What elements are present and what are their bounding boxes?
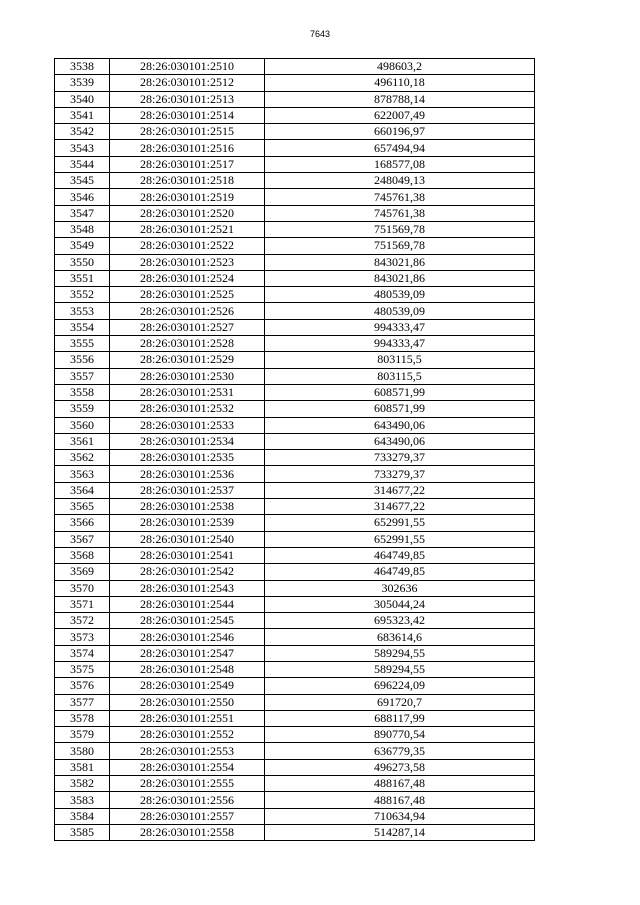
cadastral-value-cell: 696224,09 [265, 678, 535, 694]
row-number-cell: 3564 [55, 482, 110, 498]
row-number-cell: 3546 [55, 189, 110, 205]
row-number-cell: 3579 [55, 727, 110, 743]
row-number-cell: 3542 [55, 124, 110, 140]
row-number-cell: 3543 [55, 140, 110, 156]
table-row [55, 205, 535, 221]
table-row [55, 221, 535, 237]
cadastral-value-cell: 710634,94 [265, 808, 535, 824]
row-number-cell: 3570 [55, 580, 110, 596]
cadastral-value-cell: 168577,08 [265, 156, 535, 172]
cadastral-value-cell: 608571,99 [265, 384, 535, 400]
cadastral-value-cell: 302636 [265, 580, 535, 596]
table-row [55, 629, 535, 645]
cadastral-number-cell: 28:26:030101:2534 [110, 433, 265, 449]
table-row [55, 433, 535, 449]
cadastral-value-cell: 464749,85 [265, 564, 535, 580]
table-row [55, 140, 535, 156]
row-number-cell: 3577 [55, 694, 110, 710]
table-row [55, 710, 535, 726]
cadastral-value-cell: 688117,99 [265, 710, 535, 726]
cadastral-number-cell: 28:26:030101:2521 [110, 221, 265, 237]
cadastral-number-cell: 28:26:030101:2517 [110, 156, 265, 172]
cadastral-number-cell: 28:26:030101:2557 [110, 808, 265, 824]
row-number-cell: 3573 [55, 629, 110, 645]
table-row [55, 482, 535, 498]
cadastral-value-cell: 691720,7 [265, 694, 535, 710]
cadastral-value-cell: 464749,85 [265, 547, 535, 563]
cadastral-value-cell: 652991,55 [265, 531, 535, 547]
table-row [55, 596, 535, 612]
cadastral-value-cell: 733279,37 [265, 466, 535, 482]
row-number-cell: 3572 [55, 613, 110, 629]
cadastral-value-cell: 480539,09 [265, 303, 535, 319]
cadastral-number-cell: 28:26:030101:2544 [110, 596, 265, 612]
table-row [55, 303, 535, 319]
row-number-cell: 3539 [55, 75, 110, 91]
cadastral-number-cell: 28:26:030101:2555 [110, 776, 265, 792]
cadastral-number-cell: 28:26:030101:2556 [110, 792, 265, 808]
row-number-cell: 3584 [55, 808, 110, 824]
cadastral-value-cell: 514287,14 [265, 824, 535, 840]
row-number-cell: 3544 [55, 156, 110, 172]
row-number-cell: 3576 [55, 678, 110, 694]
table-row [55, 384, 535, 400]
cadastral-number-cell: 28:26:030101:2533 [110, 417, 265, 433]
row-number-cell: 3549 [55, 238, 110, 254]
cadastral-value-cell: 305044,24 [265, 596, 535, 612]
cadastral-value-cell: 636779,35 [265, 743, 535, 759]
cadastral-number-cell: 28:26:030101:2546 [110, 629, 265, 645]
cadastral-number-cell: 28:26:030101:2542 [110, 564, 265, 580]
row-number-cell: 3557 [55, 368, 110, 384]
cadastral-number-cell: 28:26:030101:2515 [110, 124, 265, 140]
row-number-cell: 3558 [55, 384, 110, 400]
cadastral-value-cell: 843021,86 [265, 254, 535, 270]
cadastral-number-cell: 28:26:030101:2540 [110, 531, 265, 547]
cadastral-value-cell: 890770,54 [265, 727, 535, 743]
table-row [55, 156, 535, 172]
table-row [55, 336, 535, 352]
table-row [55, 727, 535, 743]
row-number-cell: 3583 [55, 792, 110, 808]
table-row [55, 450, 535, 466]
row-number-cell: 3551 [55, 270, 110, 286]
table-row [55, 694, 535, 710]
cadastral-number-cell: 28:26:030101:2547 [110, 645, 265, 661]
row-number-cell: 3569 [55, 564, 110, 580]
row-number-cell: 3548 [55, 221, 110, 237]
row-number-cell: 3578 [55, 710, 110, 726]
cadastral-value-cell: 745761,38 [265, 205, 535, 221]
cadastral-number-cell: 28:26:030101:2510 [110, 59, 265, 75]
cadastral-value-cell: 803115,5 [265, 352, 535, 368]
cadastral-value-cell: 314677,22 [265, 482, 535, 498]
cadastral-value-cell: 488167,48 [265, 776, 535, 792]
cadastral-number-cell: 28:26:030101:2520 [110, 205, 265, 221]
cadastral-value-cell: 843021,86 [265, 270, 535, 286]
cadastral-number-cell: 28:26:030101:2535 [110, 450, 265, 466]
table-row [55, 59, 535, 75]
row-number-cell: 3552 [55, 287, 110, 303]
cadastral-value-cell: 745761,38 [265, 189, 535, 205]
table-row [55, 254, 535, 270]
cadastral-value-cell: 608571,99 [265, 401, 535, 417]
cadastral-number-cell: 28:26:030101:2518 [110, 173, 265, 189]
row-number-cell: 3585 [55, 824, 110, 840]
cadastral-value-cell: 657494,94 [265, 140, 535, 156]
table-row [55, 743, 535, 759]
row-number-cell: 3550 [55, 254, 110, 270]
cadastral-number-cell: 28:26:030101:2539 [110, 515, 265, 531]
cadastral-value-cell: 878788,14 [265, 91, 535, 107]
cadastral-number-cell: 28:26:030101:2530 [110, 368, 265, 384]
cadastral-value-table [54, 58, 535, 841]
table-row [55, 759, 535, 775]
cadastral-number-cell: 28:26:030101:2551 [110, 710, 265, 726]
table-row [55, 645, 535, 661]
table-row [55, 417, 535, 433]
cadastral-value-cell: 751569,78 [265, 238, 535, 254]
cadastral-value-cell: 695323,42 [265, 613, 535, 629]
cadastral-number-cell: 28:26:030101:2543 [110, 580, 265, 596]
row-number-cell: 3555 [55, 336, 110, 352]
cadastral-number-cell: 28:26:030101:2537 [110, 482, 265, 498]
cadastral-number-cell: 28:26:030101:2558 [110, 824, 265, 840]
row-number-cell: 3560 [55, 417, 110, 433]
row-number-cell: 3538 [55, 59, 110, 75]
cadastral-number-cell: 28:26:030101:2512 [110, 75, 265, 91]
cadastral-number-cell: 28:26:030101:2513 [110, 91, 265, 107]
table-row [55, 91, 535, 107]
cadastral-value-cell: 683614,6 [265, 629, 535, 645]
cadastral-number-cell: 28:26:030101:2514 [110, 107, 265, 123]
table-row [55, 531, 535, 547]
cadastral-number-cell: 28:26:030101:2550 [110, 694, 265, 710]
table-row [55, 515, 535, 531]
cadastral-value-cell: 803115,5 [265, 368, 535, 384]
cadastral-value-cell: 248049,13 [265, 173, 535, 189]
row-number-cell: 3580 [55, 743, 110, 759]
table-row [55, 173, 535, 189]
cadastral-value-cell: 994333,47 [265, 336, 535, 352]
table-row [55, 792, 535, 808]
row-number-cell: 3568 [55, 547, 110, 563]
table-row [55, 824, 535, 840]
table-row [55, 776, 535, 792]
cadastral-number-cell: 28:26:030101:2532 [110, 401, 265, 417]
table-row [55, 287, 535, 303]
table-row [55, 238, 535, 254]
cadastral-value-cell: 751569,78 [265, 221, 535, 237]
cadastral-value-cell: 488167,48 [265, 792, 535, 808]
table-row [55, 368, 535, 384]
table-row [55, 319, 535, 335]
cadastral-value-cell: 498603,2 [265, 59, 535, 75]
table-row [55, 352, 535, 368]
row-number-cell: 3566 [55, 515, 110, 531]
row-number-cell: 3561 [55, 433, 110, 449]
cadastral-number-cell: 28:26:030101:2519 [110, 189, 265, 205]
cadastral-value-cell: 733279,37 [265, 450, 535, 466]
table-row [55, 270, 535, 286]
row-number-cell: 3553 [55, 303, 110, 319]
cadastral-number-cell: 28:26:030101:2526 [110, 303, 265, 319]
row-number-cell: 3575 [55, 661, 110, 677]
cadastral-number-cell: 28:26:030101:2522 [110, 238, 265, 254]
table-row [55, 580, 535, 596]
table-row [55, 189, 535, 205]
cadastral-number-cell: 28:26:030101:2527 [110, 319, 265, 335]
table-row [55, 613, 535, 629]
table-row [55, 401, 535, 417]
cadastral-number-cell: 28:26:030101:2516 [110, 140, 265, 156]
table-row [55, 499, 535, 515]
cadastral-value-cell: 480539,09 [265, 287, 535, 303]
row-number-cell: 3554 [55, 319, 110, 335]
row-number-cell: 3540 [55, 91, 110, 107]
table-row [55, 808, 535, 824]
table-row [55, 75, 535, 91]
cadastral-number-cell: 28:26:030101:2531 [110, 384, 265, 400]
cadastral-number-cell: 28:26:030101:2548 [110, 661, 265, 677]
row-number-cell: 3547 [55, 205, 110, 221]
cadastral-value-cell: 622007,49 [265, 107, 535, 123]
cadastral-value-cell: 994333,47 [265, 319, 535, 335]
row-number-cell: 3545 [55, 173, 110, 189]
cadastral-value-cell: 643490,06 [265, 417, 535, 433]
cadastral-number-cell: 28:26:030101:2536 [110, 466, 265, 482]
cadastral-number-cell: 28:26:030101:2554 [110, 759, 265, 775]
cadastral-number-cell: 28:26:030101:2524 [110, 270, 265, 286]
table-row [55, 564, 535, 580]
cadastral-value-cell: 643490,06 [265, 433, 535, 449]
page-number: 7643 [309, 29, 331, 39]
cadastral-value-cell: 652991,55 [265, 515, 535, 531]
cadastral-number-cell: 28:26:030101:2538 [110, 499, 265, 515]
row-number-cell: 3567 [55, 531, 110, 547]
cadastral-number-cell: 28:26:030101:2523 [110, 254, 265, 270]
table-row [55, 547, 535, 563]
cadastral-number-cell: 28:26:030101:2525 [110, 287, 265, 303]
row-number-cell: 3559 [55, 401, 110, 417]
cadastral-number-cell: 28:26:030101:2529 [110, 352, 265, 368]
row-number-cell: 3556 [55, 352, 110, 368]
table-row [55, 661, 535, 677]
cadastral-number-cell: 28:26:030101:2553 [110, 743, 265, 759]
cadastral-value-cell: 314677,22 [265, 499, 535, 515]
cadastral-value-cell: 660196,97 [265, 124, 535, 140]
cadastral-value-cell: 589294,55 [265, 645, 535, 661]
row-number-cell: 3541 [55, 107, 110, 123]
row-number-cell: 3565 [55, 499, 110, 515]
row-number-cell: 3563 [55, 466, 110, 482]
row-number-cell: 3571 [55, 596, 110, 612]
row-number-cell: 3581 [55, 759, 110, 775]
cadastral-number-cell: 28:26:030101:2552 [110, 727, 265, 743]
cadastral-value-cell: 496110,18 [265, 75, 535, 91]
row-number-cell: 3582 [55, 776, 110, 792]
cadastral-number-cell: 28:26:030101:2549 [110, 678, 265, 694]
table-body [55, 59, 535, 841]
table-row [55, 466, 535, 482]
cadastral-value-cell: 496273,58 [265, 759, 535, 775]
cadastral-number-cell: 28:26:030101:2545 [110, 613, 265, 629]
cadastral-number-cell: 28:26:030101:2528 [110, 336, 265, 352]
cadastral-value-cell: 589294,55 [265, 661, 535, 677]
table-row [55, 124, 535, 140]
row-number-cell: 3562 [55, 450, 110, 466]
cadastral-number-cell: 28:26:030101:2541 [110, 547, 265, 563]
table-row [55, 678, 535, 694]
row-number-cell: 3574 [55, 645, 110, 661]
table-row [55, 107, 535, 123]
